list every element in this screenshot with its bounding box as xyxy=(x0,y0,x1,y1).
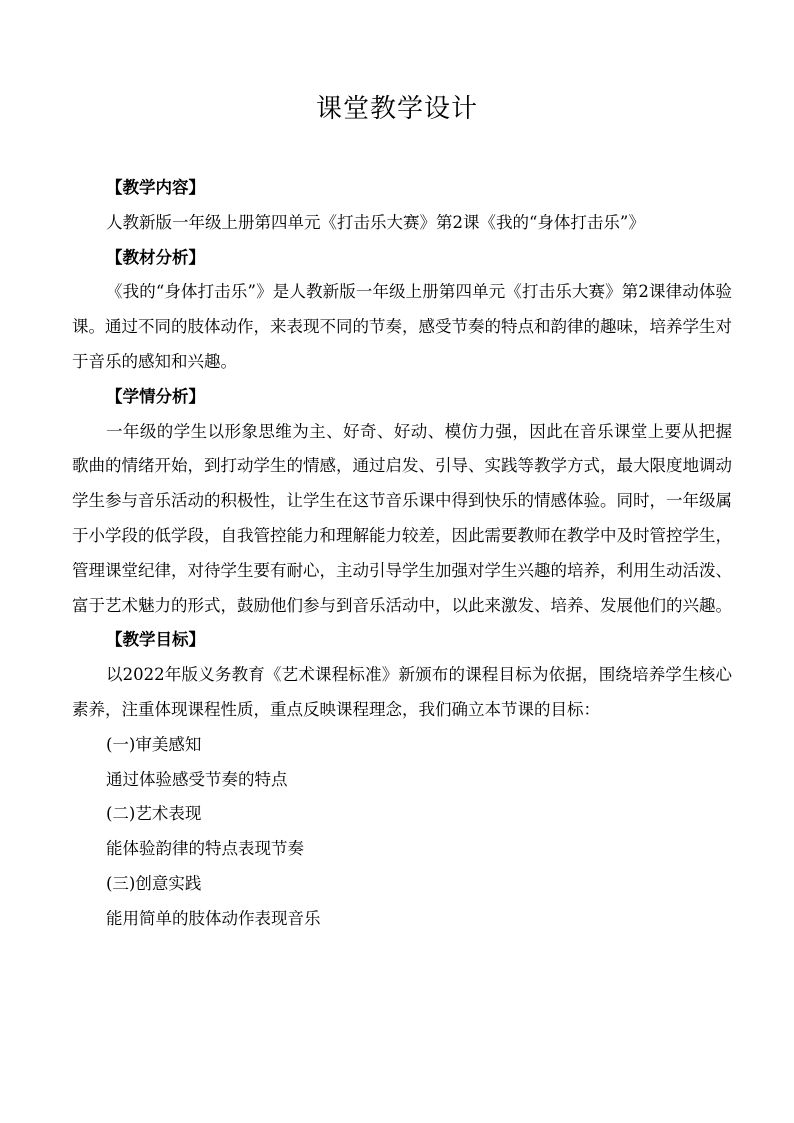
goal-label-2: (二)艺术表现 xyxy=(106,804,202,824)
goal-label-1: (一)审美感知 xyxy=(106,734,202,754)
goal-text-2: 能体验韵律的特点表现节奏 xyxy=(106,839,304,859)
goal-text-3: 能用简单的肢体动作表现音乐 xyxy=(106,908,321,928)
section-text-students: 一年级的学生以形象思维为主、好奇、好动、模仿力强，因此在音乐课堂上要从把握歌曲的情绪开始，到打动学生的情感，通过启发、引导、实践等教学方式，最大限度地调动学生参与音乐活动的积极性，让学生在这节音乐课中得到快乐的情感体验。同时，一年级属于小学段的低学段，自我管控能力和理解能力较差，因此需要教师在教学中及时管控学生，管理课堂纪律，对待学生要有耐心，主动引导学生加强对学生兴趣的培养，利用生动活泼、富于艺术魅力的形式，鼓励他们参与到音乐活动中，以此来激发、培养、发展他们的兴趣。 xyxy=(72,421,732,615)
section-heading-material: 【教材分析】 xyxy=(106,247,205,267)
goal-label-3: (三)创意实践 xyxy=(106,873,202,893)
section-heading-content: 【教学内容】 xyxy=(106,178,205,197)
page-title: 课堂教学设计 xyxy=(315,94,478,124)
section-heading-students: 【学情分析】 xyxy=(106,386,205,406)
section-heading-goals: 【教学目标】 xyxy=(106,630,205,650)
section-text-content: 人教新版一年级上册第四单元《打击乐大赛》第2课《我的“身体打击乐”》 xyxy=(106,212,645,232)
goal-text-1: 通过体验感受节奏的特点 xyxy=(106,769,288,789)
document-body xyxy=(72,171,732,937)
section-text-goals-intro: 以2022年版义务教育《艺术课程标准》新颁布的课程目标为依据，围绕培养学生核心素养，注重体现课程性质，重点反映课程理念，我们确立本节课的目标： xyxy=(72,665,732,719)
section-text-material: 《我的“身体打击乐”》是人教新版一年级上册第四单元《打击乐大赛》第2课律动体验课。通过不同的肢体动作，来表现不同的节奏，感受节奏的特点和韵律的趣味，培养学生对于音乐的感知和兴趣。 xyxy=(72,282,732,371)
